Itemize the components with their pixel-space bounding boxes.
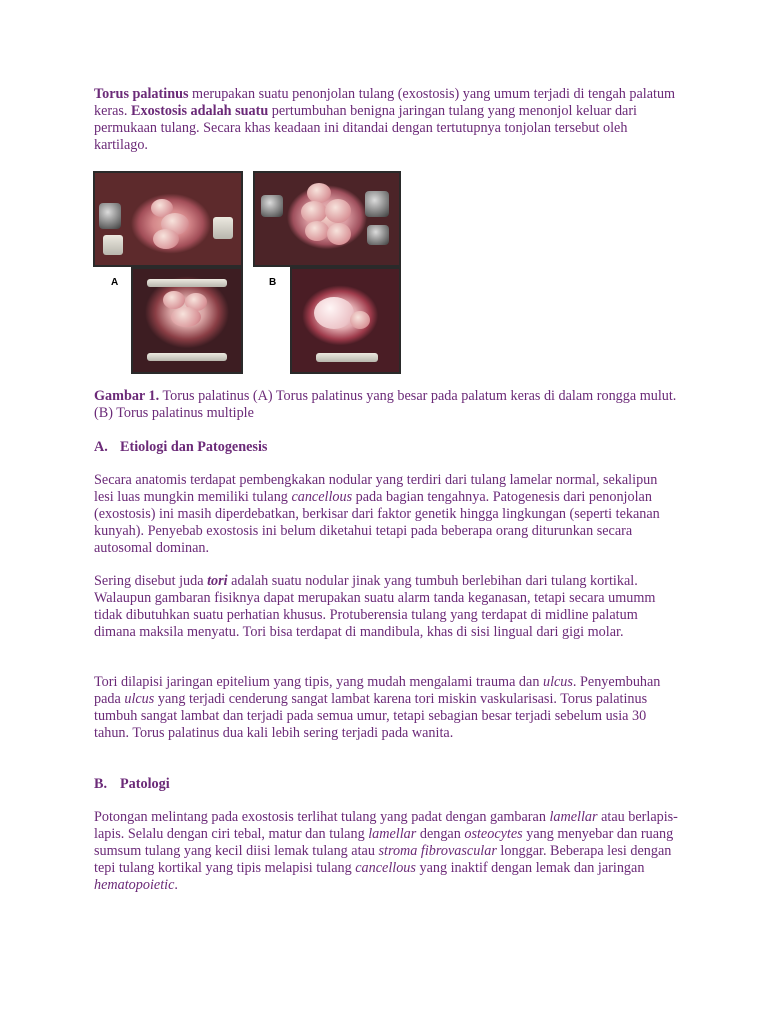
photo-torus-large-top [93, 171, 243, 267]
caption-label: Gambar 1. [94, 388, 160, 404]
section-a-paragraph-1: Secara anatomis terdapat pembengkakan nodular yang terdiri dari tulang lamelar normal, sekalipun lesi luas mungkin memiliki tulang cancellous pada bagian tengahnya. Patogenesis dari penonjolan (exostosis) ini masih diperdebatkan, berkisar dari faktor genetik hingga lingkungan (seperti tekanan kunyah). Penyebab exostosis ini belum diketahui tetapi pada beberapa orang diturunkan secara autosomal dominan. [94, 472, 660, 556]
figure-label-b: B [269, 277, 277, 288]
figure-torus-palatinus [93, 171, 403, 372]
section-b-heading [94, 776, 170, 793]
section-b-title: Patologi [120, 776, 170, 792]
intro-paragraph: Torus palatinus merupakan suatu penonjolan tulang (exostosis) yang umum terjadi di tengah palatum keras. Exostosis adalah suatu pertumbuhan benigna jaringan tulang yang menonjol keluar dari permukaan tulang. Secara khas keadaan ini ditandai dengan tertutupnya tonjolan tersebut oleh kartilago. [94, 86, 676, 153]
section-b-number: B. [94, 776, 108, 792]
section-a-number: A. [94, 439, 108, 455]
term-exostosis: Exostosis adalah suatu [131, 103, 269, 119]
figure-label-a: A [111, 277, 119, 288]
photo-torus-multiple-open-mouth [290, 267, 401, 374]
section-a-title: Etiologi dan Patogenesis [120, 439, 268, 455]
term-torus-palatinus: Torus palatinus [94, 86, 189, 102]
photo-torus-multiple-top [253, 171, 401, 267]
photo-torus-large-open-mouth [131, 267, 243, 374]
section-b-paragraph-1: Potongan melintang pada exostosis terlihat tulang yang padat dengan gambaran lamellar atau berlapis-lapis. Selalu dengan ciri tebal, matur dan tulang lamellar dengan osteocytes yang menyebar dan ruang sumsum tulang yang kecil diisi lemak tulang atau stroma fibrovascular longgar. Beberapa lesi dengan tepi tulang kortikal yang tipis melapisi tulang cancellous yang inaktif dengan lemak dan jaringan hematopoietic. [94, 809, 678, 893]
section-a-heading [94, 439, 267, 456]
section-a-paragraph-3: Tori dilapisi jaringan epitelium yang tipis, yang mudah mengalami trauma dan ulcus. Penyembuhan pada ulcus yang terjadi cenderung sangat lambat karena tori miskin vaskularisasi. Torus palatinus tumbuh sangat lambat dan terjadi pada semua umur, tetapi sebagian besar terjadi sebelum usia 30 tahun. Torus palatinus dua kali lebih sering terjadi pada wanita. [94, 674, 661, 741]
section-a-paragraph-2: Sering disebut juda tori adalah suatu nodular jinak yang tumbuh berlebihan dari tulang kortikal. Walaupun gambaran fisiknya dapat merupakan suatu alarm tanda keganasan, tetapi secara umumm tidak dibutuhkan suatu perhatian khusus. Protuberensia tulang yang terdapat di midline palatum dimana maksila menyatu. Tori bisa terdapat di mandibula, khas di sisi lingual dari gigi molar. [94, 573, 656, 640]
figure-caption: Gambar 1. Torus palatinus (A) Torus palatinus yang besar pada palatum keras di dalam rongga mulut. (B) Torus palatinus multiple [94, 388, 677, 421]
